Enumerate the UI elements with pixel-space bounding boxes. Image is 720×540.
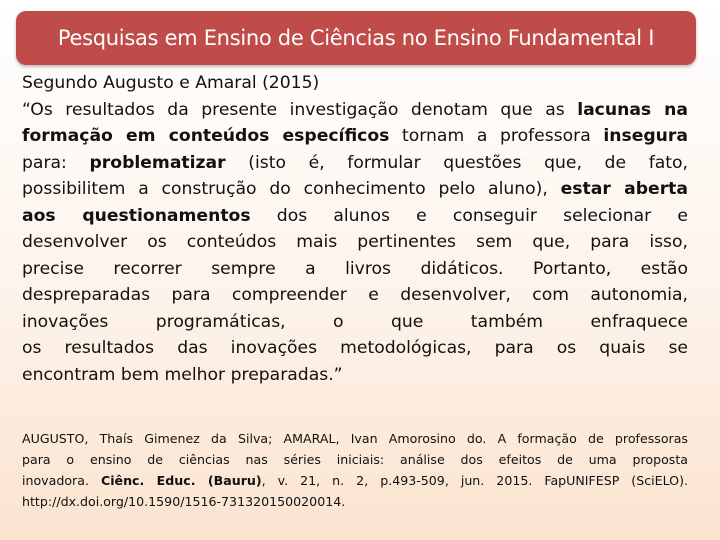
reference-text: inovadora. (22, 473, 101, 488)
journal-name: Ciênc. Educ. (Bauru) (100, 473, 262, 488)
quote-source: Segundo Augusto e Amaral (2015) (22, 73, 320, 93)
reference-block (22, 428, 688, 512)
quote-text: possibilitem a construção do conhecimento pelo aluno), (22, 179, 561, 199)
quote-line-6: desenvolver os conteúdos mais pertinentes sem que, para isso, (22, 232, 688, 252)
quote-text: dos alunos e conseguir selecionar e (250, 205, 688, 226)
reference-doi: http://dx.doi.org/10.1590/1516-731320150020014. (22, 494, 346, 509)
reference-text: , v. 21, n. 2, p.493-509, jun. 2015. FapUNIFESP (SciELO). (261, 473, 688, 488)
quote-emphasis: insegura (603, 126, 688, 146)
quote-line-1 (22, 97, 688, 124)
quote-line-10: os resultados das inovações metodológicas, para os quais se (22, 338, 688, 358)
reference-line-1: AUGUSTO, Thaís Gimenez da Silva; AMARAL, Ivan Amorosino do. A formação de professoras (22, 431, 688, 446)
reference-line-2: para o ensino de ciências nas séries iniciais: análise dos efeitos de uma proposta (22, 452, 688, 467)
quote-line-2 (22, 123, 688, 150)
quote-line-4 (22, 176, 688, 203)
quote-text: para: (22, 152, 90, 173)
quote-line-9: inovações programáticas, o que também enfraquece (22, 311, 688, 332)
quote-line-11: encontram bem melhor preparadas.” (22, 364, 343, 385)
reference-line-3 (22, 470, 688, 491)
quote-line-8: despreparadas para compreender e desenvolver, com autonomia, (22, 285, 688, 305)
quote-text: tornam a professora (389, 126, 604, 146)
slide-title: Pesquisas em Ensino de Ciências no Ensino Fundamental I (57, 26, 655, 50)
quote-emphasis: problematizar (89, 152, 226, 173)
quote-emphasis: lacunas na (577, 99, 689, 120)
quote-line-3 (22, 150, 688, 177)
quote-emphasis: aos questionamentos (22, 205, 251, 226)
quote-line-7: precise recorrer sempre a livros didáticos. Portanto, estão (22, 258, 688, 279)
quote-text: (isto é, formular questões que, de fato, (225, 152, 688, 173)
quote-emphasis: estar aberta (560, 179, 689, 199)
quote-text: “Os resultados da presente investigação denotam que as (22, 99, 578, 120)
title-banner (16, 11, 696, 65)
quote-emphasis: formação em conteúdos específicos (22, 126, 390, 146)
quote-line-5 (22, 203, 688, 230)
quote-block (22, 70, 688, 388)
